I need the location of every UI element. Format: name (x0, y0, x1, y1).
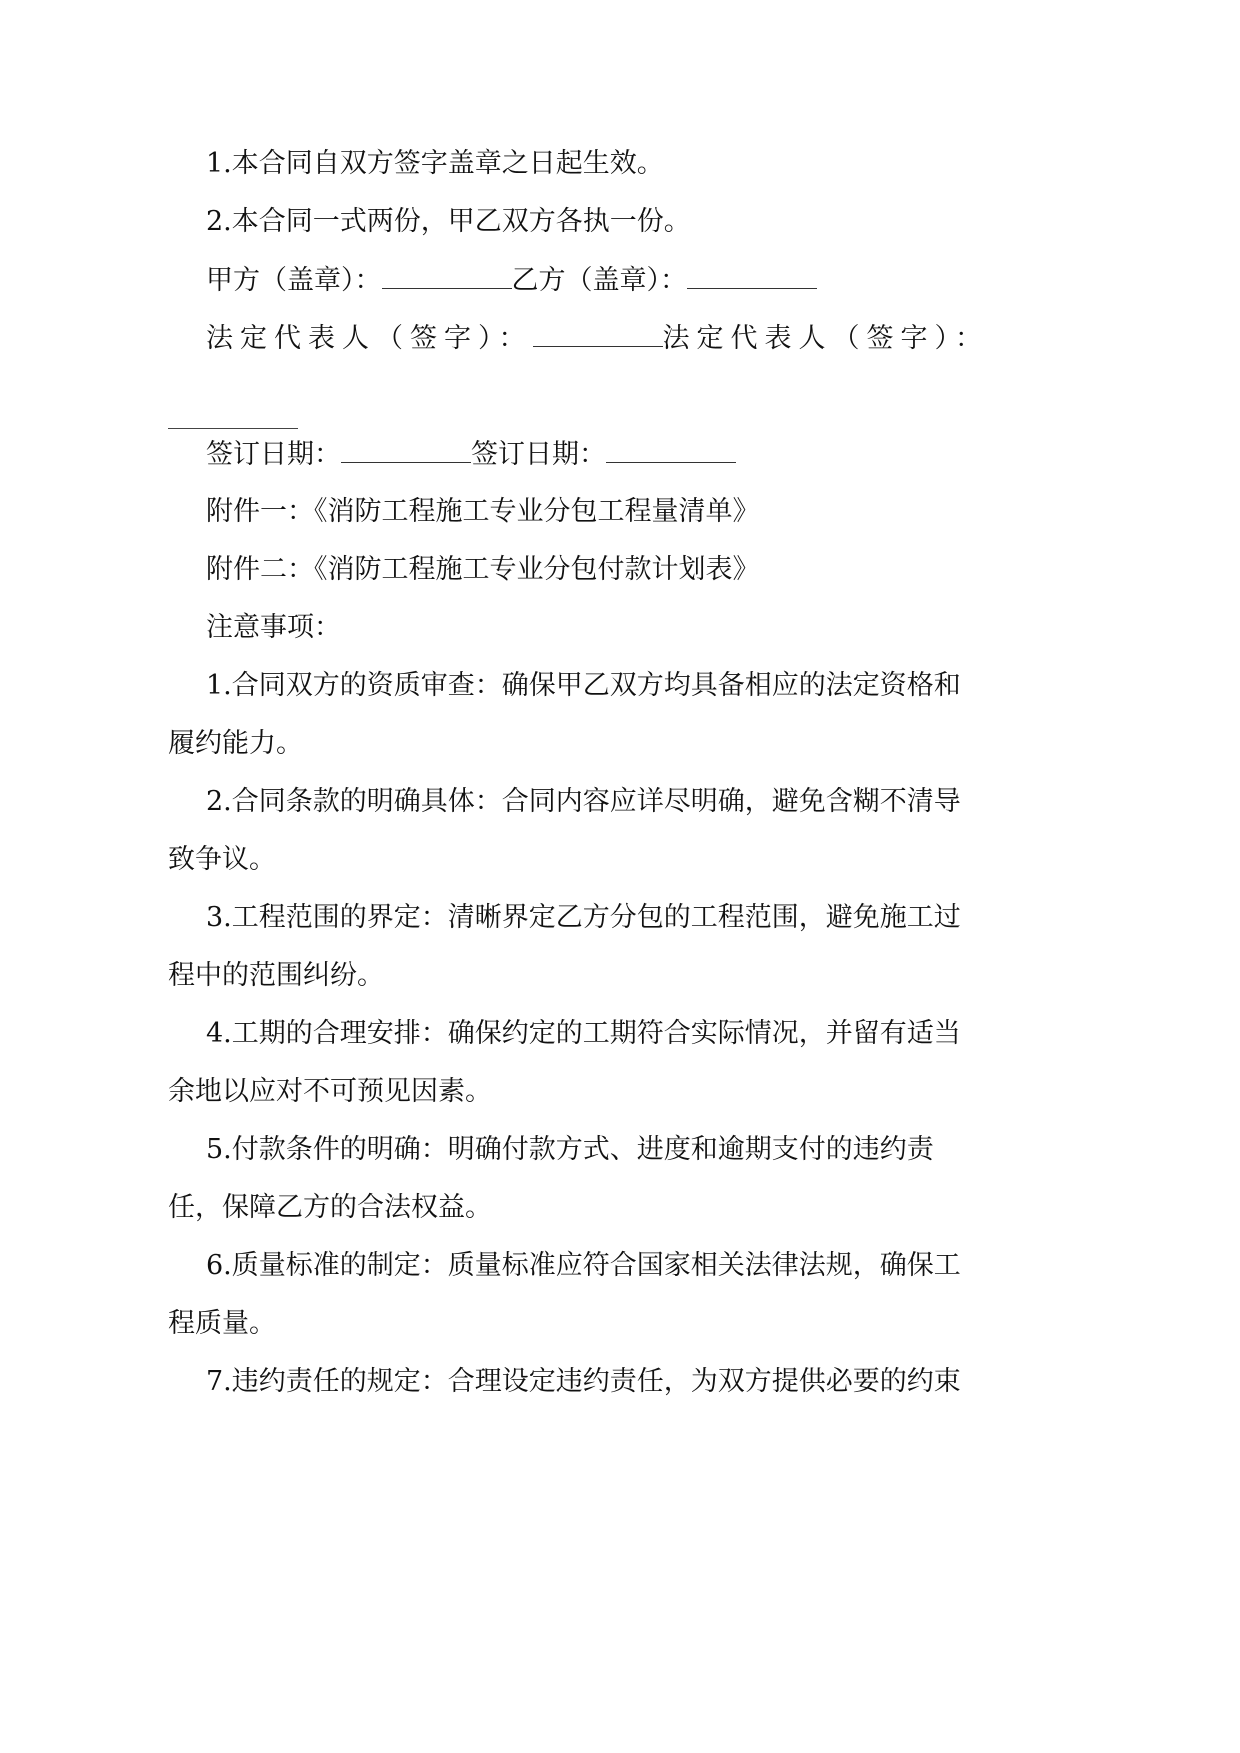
note-6-line1: 6.质量标准的制定：质量标准应符合国家相关法律法规，确保工 (206, 1250, 961, 1281)
legal-rep-line (206, 320, 1050, 357)
note-2-line2: 致争议。 (168, 844, 276, 875)
date-b-label: 签订日期： (471, 439, 606, 470)
note-5-line1: 5.付款条件的明确：明确付款方式、进度和逾期支付的违约责 (206, 1134, 934, 1165)
legal-rep-a-blank[interactable] (533, 320, 663, 347)
note-5-line2: 任，保障乙方的合法权益。 (168, 1192, 492, 1223)
seal-line (206, 262, 1050, 299)
legal-rep-b-blank[interactable] (168, 428, 298, 429)
notes-heading: 注意事项： (206, 612, 341, 643)
attachment-2: 附件二：《消防工程施工专业分包付款计划表》 (206, 554, 760, 585)
note-4-line2: 余地以应对不可预见因素。 (168, 1076, 492, 1107)
date-a-label: 签订日期： (206, 439, 341, 470)
clause-copies: 2.本合同一式两份，甲乙双方各执一份。 (206, 206, 691, 237)
note-7-line1: 7.违约责任的规定：合理设定违约责任，为双方提供必要的约束 (206, 1366, 961, 1397)
party-a-seal-blank[interactable] (382, 262, 512, 289)
date-b-blank[interactable] (606, 436, 736, 463)
party-b-seal-blank[interactable] (687, 262, 817, 289)
legal-rep-a-label: 法定代表人（签字）： (206, 323, 533, 354)
note-3-line1: 3.工程范围的界定：清晰界定乙方分包的工程范围，避免施工过 (206, 902, 961, 933)
note-1-line2: 履约能力。 (168, 728, 303, 759)
note-2-line1: 2.合同条款的明确具体：合同内容应详尽明确，避免含糊不清导 (206, 786, 961, 817)
note-4-line1: 4.工期的合理安排：确保约定的工期符合实际情况，并留有适当 (206, 1018, 961, 1049)
date-a-blank[interactable] (341, 436, 471, 463)
note-1-line1: 1.合同双方的资质审查：确保甲乙双方均具备相应的法定资格和 (206, 670, 961, 701)
clause-effective: 1.本合同自双方签字盖章之日起生效。 (206, 148, 664, 179)
legal-rep-b-label: 法定代表人（签字）： (662, 323, 989, 354)
note-3-line2: 程中的范围纠纷。 (168, 960, 384, 991)
party-b-seal-label: 乙方（盖章）： (511, 265, 687, 296)
party-a-seal-label: 甲方（盖章）： (206, 265, 382, 296)
note-6-line2: 程质量。 (168, 1308, 276, 1339)
date-line (206, 436, 1050, 473)
attachment-1: 附件一：《消防工程施工专业分包工程量清单》 (206, 496, 760, 527)
